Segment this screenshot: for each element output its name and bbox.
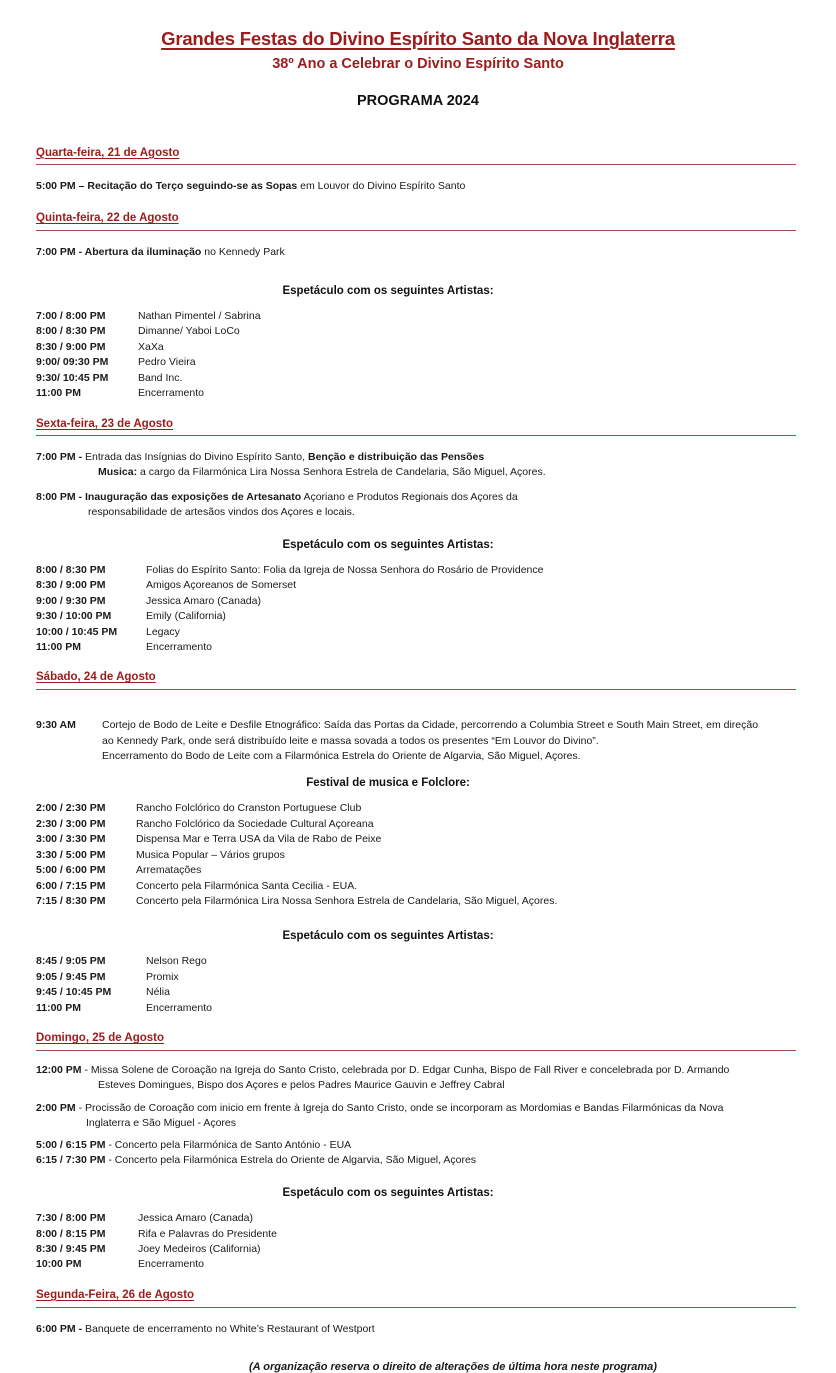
day-heading-sabado bbox=[36, 671, 800, 687]
day-label: Sexta-feira, 23 de Agosto bbox=[36, 417, 173, 430]
slot-act: Legacy bbox=[146, 625, 180, 638]
slot-time: 8:00 / 8:30 PM bbox=[36, 325, 106, 338]
table-row bbox=[36, 848, 557, 863]
slot-act: Dimanne/ Yaboi LoCo bbox=[138, 325, 240, 338]
slot-act: Band Inc. bbox=[138, 371, 183, 384]
day-heading-sexta-feira bbox=[36, 418, 800, 434]
slot-time: 9:00 / 9:30 PM bbox=[36, 594, 106, 607]
festival-heading: Festival de musica e Folclore: bbox=[306, 777, 470, 790]
entry-bold-tail: Inauguração das exposições de Artesanato bbox=[85, 491, 302, 504]
entry-terco bbox=[36, 179, 800, 194]
day-label: Segunda-Feira, 26 de Agosto bbox=[36, 1288, 195, 1301]
slot-time: 11:00 PM bbox=[36, 387, 81, 400]
morning-cortejo-block bbox=[36, 718, 758, 764]
slot-act: Promix bbox=[146, 970, 179, 983]
table-row bbox=[36, 879, 557, 894]
slot-act: Concerto pela Filarmónica Santa Cecilia - EUA. bbox=[136, 879, 358, 892]
entry-bold-text: 5:00 PM – Recitação do Terço seguindo-se as Sopas bbox=[36, 180, 298, 193]
slot-time: 8:45 / 9:05 PM bbox=[36, 955, 106, 968]
festival-schedule-sabado bbox=[36, 801, 557, 909]
slot-act: Nelson Rego bbox=[146, 955, 207, 968]
slot-time: 11:00 PM bbox=[36, 1001, 81, 1014]
slot-act: Jessica Amaro (Canada) bbox=[146, 594, 261, 607]
table-row bbox=[36, 801, 557, 816]
day-heading-domingo bbox=[36, 1032, 800, 1048]
table-row bbox=[36, 324, 261, 339]
artist-schedule-sexta bbox=[36, 563, 543, 656]
slot-time: 5:00 / 6:00 PM bbox=[36, 864, 106, 877]
slot-act: XaXa bbox=[138, 340, 164, 353]
slot-time: 8:00 / 8:15 PM bbox=[36, 1227, 106, 1240]
table-row bbox=[36, 1211, 277, 1226]
entry-time: 8:00 PM - bbox=[36, 491, 86, 504]
entry-text: Entrada das Insígnias do Divino Espírito Santo, bbox=[85, 451, 308, 464]
slot-act: Joey Medeiros (California) bbox=[138, 1243, 261, 1255]
entry-procissao bbox=[36, 1101, 800, 1131]
table-row bbox=[36, 640, 543, 655]
slot-time: 2:30 / 3:00 PM bbox=[36, 817, 106, 830]
entry-insignias bbox=[36, 450, 800, 480]
table-row bbox=[36, 355, 261, 370]
slot-act: Nélia bbox=[146, 986, 170, 999]
day-label: Quarta-feira, 21 de Agosto bbox=[36, 146, 180, 159]
document-header bbox=[0, 0, 836, 111]
slot-act: Rancho Folclórico do Cranston Portuguese Club bbox=[136, 802, 362, 815]
slot-time: 6:00 / 7:15 PM bbox=[36, 879, 106, 892]
table-row bbox=[36, 609, 543, 624]
slot-act: Nathan Pimentel / Sabrina bbox=[138, 309, 261, 322]
table-row bbox=[36, 718, 758, 764]
slot-act: Encerramento bbox=[146, 1001, 212, 1014]
slot-time: 9:30/ 10:45 PM bbox=[36, 371, 109, 384]
day-label: Sábado, 24 de Agosto bbox=[36, 671, 156, 684]
entry-rest-text: no Kennedy Park bbox=[201, 246, 285, 259]
slot-description bbox=[102, 718, 758, 764]
entry-inauguracao bbox=[36, 490, 800, 520]
entry-text: - Procissão de Coroação com inicio em frente à Igreja do Santo Cristo, onde se incorporam as Mordomias e Bandas Filarmónicas da Nova bbox=[75, 1101, 724, 1114]
artists-heading: Espetáculo com os seguintes Artistas: bbox=[282, 285, 494, 298]
slot-time: 3:30 / 5:00 PM bbox=[36, 848, 106, 861]
cortejo-line-3: Encerramento do Bodo de Leite com a Filarmónica Estrela do Oriente de Algarvia, São Miguel, Açores. bbox=[102, 750, 581, 763]
table-row bbox=[36, 954, 212, 969]
slot-time: 10:00 / 10:45 PM bbox=[36, 625, 118, 638]
document-subtitle: 38º Ano a Celebrar o Divino Espírito Santo bbox=[272, 56, 564, 73]
entry-text: Banquete de encerramento no White’s Restaurant of Westport bbox=[85, 1322, 375, 1335]
table-row bbox=[36, 1257, 277, 1272]
slot-act: Encerramento bbox=[138, 1258, 204, 1271]
slot-time: 8:30 / 9:45 PM bbox=[36, 1243, 106, 1255]
artists-heading: Espetáculo com os seguintes Artistas: bbox=[282, 930, 494, 943]
slot-time: 9:45 / 10:45 PM bbox=[36, 986, 112, 999]
slot-time: 11:00 PM bbox=[36, 640, 81, 653]
day-label: Quinta-feira, 22 de Agosto bbox=[36, 212, 179, 225]
day-heading-segunda-feira bbox=[36, 1289, 800, 1305]
program-year-label: PROGRAMA 2024 bbox=[357, 93, 479, 110]
entry-banquete bbox=[36, 1322, 800, 1337]
table-row bbox=[36, 1227, 277, 1242]
slot-time: 3:00 / 3:30 PM bbox=[36, 833, 106, 846]
artist-schedule-domingo bbox=[36, 1211, 277, 1273]
table-row bbox=[36, 340, 261, 355]
slot-act: Musica Popular – Vários grupos bbox=[136, 848, 285, 861]
table-row bbox=[36, 309, 261, 324]
day-label: Domingo, 25 de Agosto bbox=[36, 1031, 164, 1044]
entry-concerto-estrela-oriente bbox=[36, 1153, 800, 1168]
slot-time: 7:30 / 8:00 PM bbox=[36, 1212, 106, 1225]
slot-act: Amigos Açoreanos de Somerset bbox=[146, 579, 296, 592]
artists-heading-wrap-sexta bbox=[36, 538, 740, 553]
table-row bbox=[36, 863, 557, 878]
entry-second-line bbox=[36, 465, 800, 480]
table-row bbox=[36, 1242, 277, 1257]
slot-time: 9:30 / 10:00 PM bbox=[36, 610, 112, 623]
entry-music-text: a cargo da Filarmónica Lira Nossa Senhora Estrela de Candelaria, São Miguel, Açores. bbox=[137, 466, 546, 479]
entry-text: - Concerto pela Filarmónica de Santo António - EUA bbox=[105, 1139, 352, 1152]
slot-time: 7:15 / 8:30 PM bbox=[36, 894, 106, 907]
slot-act: Encerramento bbox=[138, 387, 204, 400]
slot-act: Rancho Folclórico da Sociedade Cultural Açoreana bbox=[136, 817, 374, 830]
slot-act: Encerramento bbox=[146, 640, 212, 653]
artists-heading-wrap-sabado bbox=[36, 929, 740, 944]
slot-time: 9:00/ 09:30 PM bbox=[36, 356, 109, 369]
table-row bbox=[36, 563, 543, 578]
entry-bold-text: 7:00 PM - Abertura da iluminação bbox=[36, 246, 202, 259]
slot-act: Concerto pela Filarmónica Lira Nossa Senhora Estrela de Candelaria, São Miguel, Açores. bbox=[136, 894, 558, 907]
slot-time: 8:30 / 9:00 PM bbox=[36, 340, 106, 353]
program-body bbox=[0, 133, 836, 1373]
day-heading-quarta-feira bbox=[36, 147, 800, 163]
slot-act: Jessica Amaro (Canada) bbox=[138, 1212, 253, 1225]
table-row bbox=[36, 985, 212, 1000]
slot-act: Pedro Vieira bbox=[138, 356, 196, 369]
disclaimer-note: (A organização reserva o direito de alterações de última hora neste programa) bbox=[249, 1360, 657, 1373]
artists-heading-wrap-quinta bbox=[36, 284, 740, 299]
artists-heading: Espetáculo com os seguintes Artistas: bbox=[282, 1187, 494, 1200]
table-row bbox=[36, 594, 543, 609]
slot-time: 9:05 / 9:45 PM bbox=[36, 970, 106, 983]
artists-heading: Espetáculo com os seguintes Artistas: bbox=[282, 538, 494, 551]
slot-act: Folias do Espírito Santo: Folia da Igreja de Nossa Senhora do Rosário de Providence bbox=[146, 563, 544, 576]
slot-act: Dispensa Mar e Terra USA da Vila de Rabo de Peixe bbox=[136, 833, 382, 846]
entry-second-line: responsabilidade de artesãos vindos dos Açores e locais. bbox=[88, 506, 355, 519]
table-row bbox=[36, 832, 557, 847]
entry-abertura-iluminacao bbox=[36, 245, 800, 260]
entry-bold-tail: Benção e distribuição das Pensões bbox=[307, 451, 485, 464]
entry-missa-solene bbox=[36, 1063, 800, 1093]
slot-time: 7:00 / 8:00 PM bbox=[36, 309, 106, 322]
entry-time: 12:00 PM bbox=[36, 1063, 82, 1076]
artists-heading-wrap-domingo bbox=[36, 1186, 740, 1201]
entry-text: Açoriano e Produtos Regionais dos Açores da bbox=[301, 491, 518, 504]
entry-music-label: Musica: bbox=[98, 466, 138, 479]
slot-act: Rifa e Palavras do Presidente bbox=[138, 1227, 277, 1240]
cortejo-line-1: Cortejo de Bodo de Leite e Desfile Etnográfico: Saída das Portas da Cidade, percorrendo a Columbia Street e South Main Street, em direção bbox=[102, 719, 759, 732]
entry-time: 2:00 PM bbox=[36, 1101, 76, 1114]
cortejo-line-2: ao Kennedy Park, onde será distribuído leite e massa sovada a todos os presentes “Em Louvor do Divino”. bbox=[102, 734, 599, 747]
table-row bbox=[36, 371, 261, 386]
document-title: Grandes Festas do Divino Espírito Santo da Nova Inglaterra bbox=[161, 28, 675, 49]
table-row bbox=[36, 1001, 212, 1016]
slot-time: 10:00 PM bbox=[36, 1258, 82, 1271]
festival-heading-wrap bbox=[36, 776, 740, 791]
entry-rest-text: em Louvor do Divino Espírito Santo bbox=[297, 180, 466, 193]
slot-act: Arrematações bbox=[136, 864, 202, 877]
slot-time: 2:00 / 2:30 PM bbox=[36, 802, 106, 815]
entry-second-line: Esteves Domingues, Bispo dos Açores e pelos Padres Maurice Gauvin e Jeffrey Cabral bbox=[98, 1078, 505, 1091]
entry-time: 6:15 / 7:30 PM bbox=[36, 1154, 106, 1167]
table-row bbox=[36, 894, 557, 909]
entry-time: 6:00 PM - bbox=[36, 1322, 86, 1335]
table-row bbox=[36, 386, 261, 401]
slot-time: 8:30 / 9:00 PM bbox=[36, 579, 106, 592]
entry-time: 5:00 / 6:15 PM bbox=[36, 1139, 106, 1152]
entry-time: 7:00 PM - bbox=[36, 451, 86, 464]
artist-schedule-sabado bbox=[36, 954, 212, 1016]
slot-act: Emily (California) bbox=[146, 610, 226, 623]
table-row bbox=[36, 625, 543, 640]
artist-schedule-quinta bbox=[36, 309, 261, 402]
slot-time: 8:00 / 8:30 PM bbox=[36, 563, 106, 576]
table-row bbox=[36, 817, 557, 832]
entry-text: - Concerto pela Filarmónica Estrela do Oriente de Algarvia, São Miguel, Açores bbox=[105, 1154, 477, 1167]
entry-concerto-santo-antonio bbox=[36, 1138, 800, 1153]
day-heading-quinta-feira bbox=[36, 212, 800, 228]
table-row bbox=[36, 970, 212, 985]
entry-second-line: Inglaterra e São Miguel - Açores bbox=[86, 1116, 236, 1129]
table-row bbox=[36, 578, 543, 593]
entry-text: - Missa Solene de Coroação na Igreja do Santo Cristo, celebrada por D. Edgar Cunha, Bispo de Fall River e concelebrada por D. Armando bbox=[81, 1063, 730, 1076]
slot-time: 9:30 AM bbox=[36, 719, 76, 732]
